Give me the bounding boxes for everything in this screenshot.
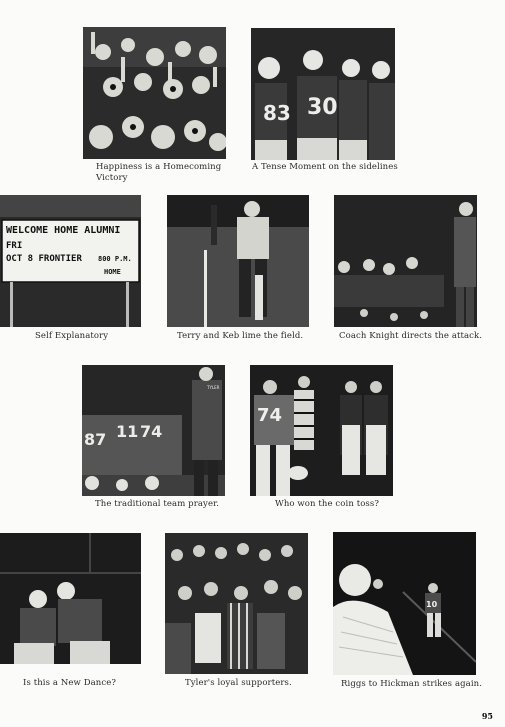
photo-tense-moment xyxy=(251,28,395,160)
photo-coin-toss xyxy=(250,365,393,496)
caption-coach-knight: Coach Knight directs the attack. xyxy=(339,331,483,341)
sign-line-2: FRI xyxy=(6,241,23,251)
caption-self-explanatory: Self Explanatory xyxy=(35,331,109,341)
sign-home: HOME xyxy=(104,268,121,276)
players-sideline-image xyxy=(251,28,395,160)
jersey-number: 83 xyxy=(263,101,291,125)
field-liming-image xyxy=(167,195,309,327)
jersey-number: 74 xyxy=(257,405,283,426)
photo-supporters xyxy=(165,533,308,674)
jersey-number: 11 xyxy=(116,422,139,441)
photo-riggs-hickman xyxy=(333,532,476,675)
coach-sideline-image xyxy=(334,195,477,327)
caption-team-prayer: The traditional team prayer. xyxy=(95,499,220,509)
crowd-cheering-image xyxy=(83,27,226,159)
sign-line-1: WELCOME HOME ALUMNI xyxy=(6,225,121,236)
caption-tense-moment: A Tense Moment on the sidelines xyxy=(252,162,398,172)
sign-line-3: OCT 8 FRONTIER xyxy=(6,254,82,264)
photo-new-dance xyxy=(0,533,141,664)
photo-coach-knight xyxy=(334,195,477,327)
caption-terry-keb: Terry and Keb lime the field. xyxy=(177,331,304,341)
team-prayer-image xyxy=(82,365,225,496)
coin-toss-image xyxy=(250,365,393,496)
jersey-number: 30 xyxy=(307,95,338,120)
photo-marquee-sign xyxy=(0,195,141,327)
caption-happiness: Happiness is a Homecoming Victory xyxy=(96,162,222,183)
caption-riggs-hickman: Riggs to Hickman strikes again. xyxy=(341,679,483,689)
cap-lettering: TYLER xyxy=(207,385,220,390)
jersey-number: 10 xyxy=(426,600,438,609)
photo-team-prayer xyxy=(82,365,225,496)
welcome-sign-image xyxy=(0,195,141,327)
sign-time: 800 P.M. xyxy=(98,255,132,263)
football-play-image xyxy=(333,532,476,675)
page-number: 95 xyxy=(481,711,493,721)
jersey-number: 74 xyxy=(140,422,163,441)
players-tackle-image xyxy=(0,533,141,664)
crowd-supporters-image xyxy=(165,533,308,674)
caption-new-dance: Is this a New Dance? xyxy=(23,678,117,688)
photo-homecoming-crowd xyxy=(83,27,226,159)
caption-coin-toss: Who won the coin toss? xyxy=(275,499,380,509)
photo-lime-field xyxy=(167,195,309,327)
jersey-number: 87 xyxy=(84,430,107,449)
caption-supporters: Tyler's loyal supporters. xyxy=(185,678,292,688)
